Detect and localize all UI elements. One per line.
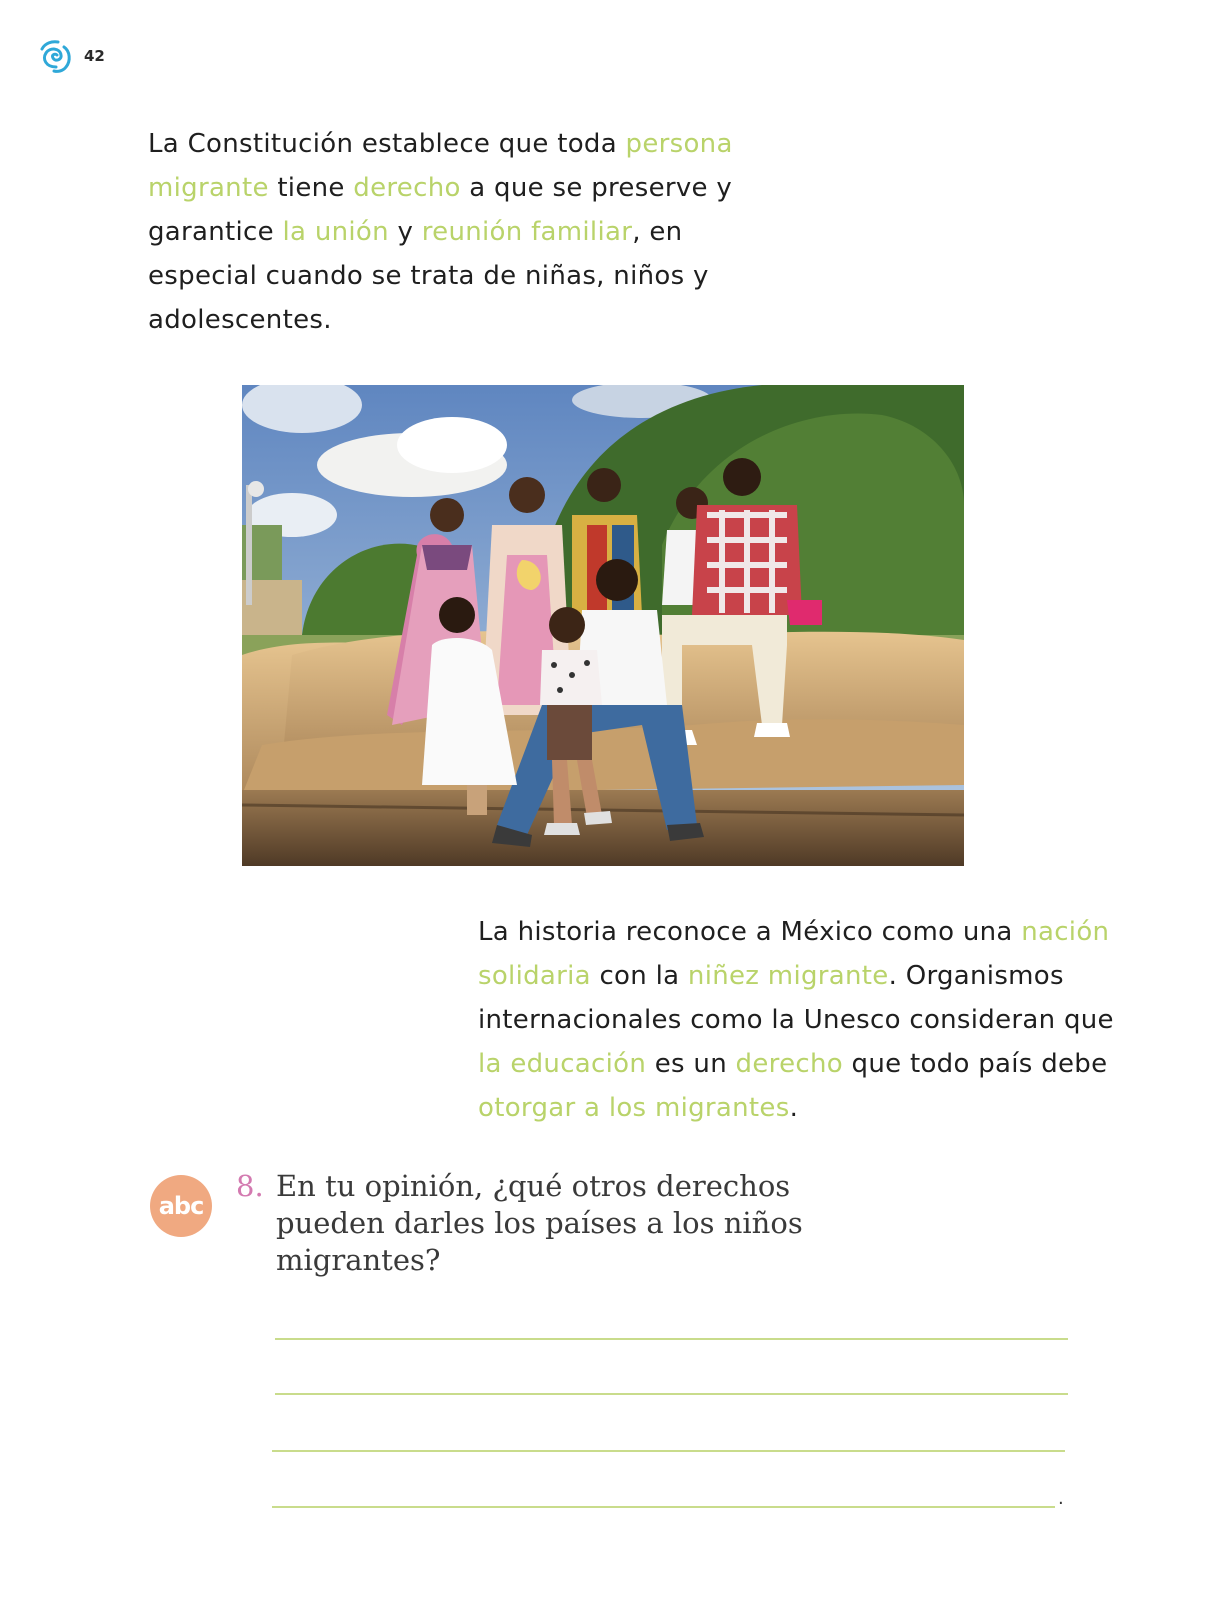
answer-line[interactable] <box>272 1506 1055 1508</box>
body-text: a que se preserve y garantice <box>148 173 733 247</box>
page-number: 42 <box>84 47 105 65</box>
answer-end-mark: . <box>1058 1488 1064 1509</box>
highlighted-term: otorgar a los migrantes <box>478 1093 790 1123</box>
body-text: que todo país debe <box>842 1049 1108 1079</box>
answer-line[interactable] <box>275 1338 1068 1340</box>
answer-line[interactable] <box>275 1393 1068 1395</box>
body-text: La Constitución establece que toda <box>148 129 626 159</box>
question-text: En tu opinión, ¿qué otros derechos pueden darles los países a los niños migrantes? <box>276 1169 803 1277</box>
highlighted-term: persona migrante <box>148 129 733 203</box>
family-photo <box>242 385 964 866</box>
body-text: con la <box>590 961 688 991</box>
body-text: , en especial cuando se trata de niñas, niños y adolescentes. <box>148 217 709 335</box>
intro-paragraph <box>148 122 778 342</box>
body-text: es un <box>646 1049 736 1079</box>
abc-badge-icon: abc <box>150 1175 212 1237</box>
highlighted-term: la educación <box>478 1049 647 1079</box>
page-header <box>36 36 105 76</box>
swirl-icon <box>36 37 76 75</box>
question-8 <box>236 1168 836 1279</box>
highlighted-term: nación solidaria <box>478 917 1110 991</box>
highlighted-term: derecho <box>735 1049 843 1079</box>
body-text: . Organismos internacionales como la Unesco consideran que <box>478 961 1114 1035</box>
family-photo-illustration <box>242 385 964 866</box>
highlighted-term: reunión familiar <box>421 217 633 247</box>
history-paragraph <box>478 910 1118 1130</box>
highlighted-term: derecho <box>353 173 461 203</box>
highlighted-term: niñez migrante <box>687 961 889 991</box>
body-text: . <box>789 1093 799 1123</box>
question-number: 8. <box>236 1169 264 1203</box>
body-text: La historia reconoce a México como una <box>478 917 1022 947</box>
body-text: y <box>388 217 422 247</box>
highlighted-term: la unión <box>282 217 389 247</box>
answer-line[interactable] <box>272 1450 1065 1452</box>
body-text: tiene <box>268 173 354 203</box>
